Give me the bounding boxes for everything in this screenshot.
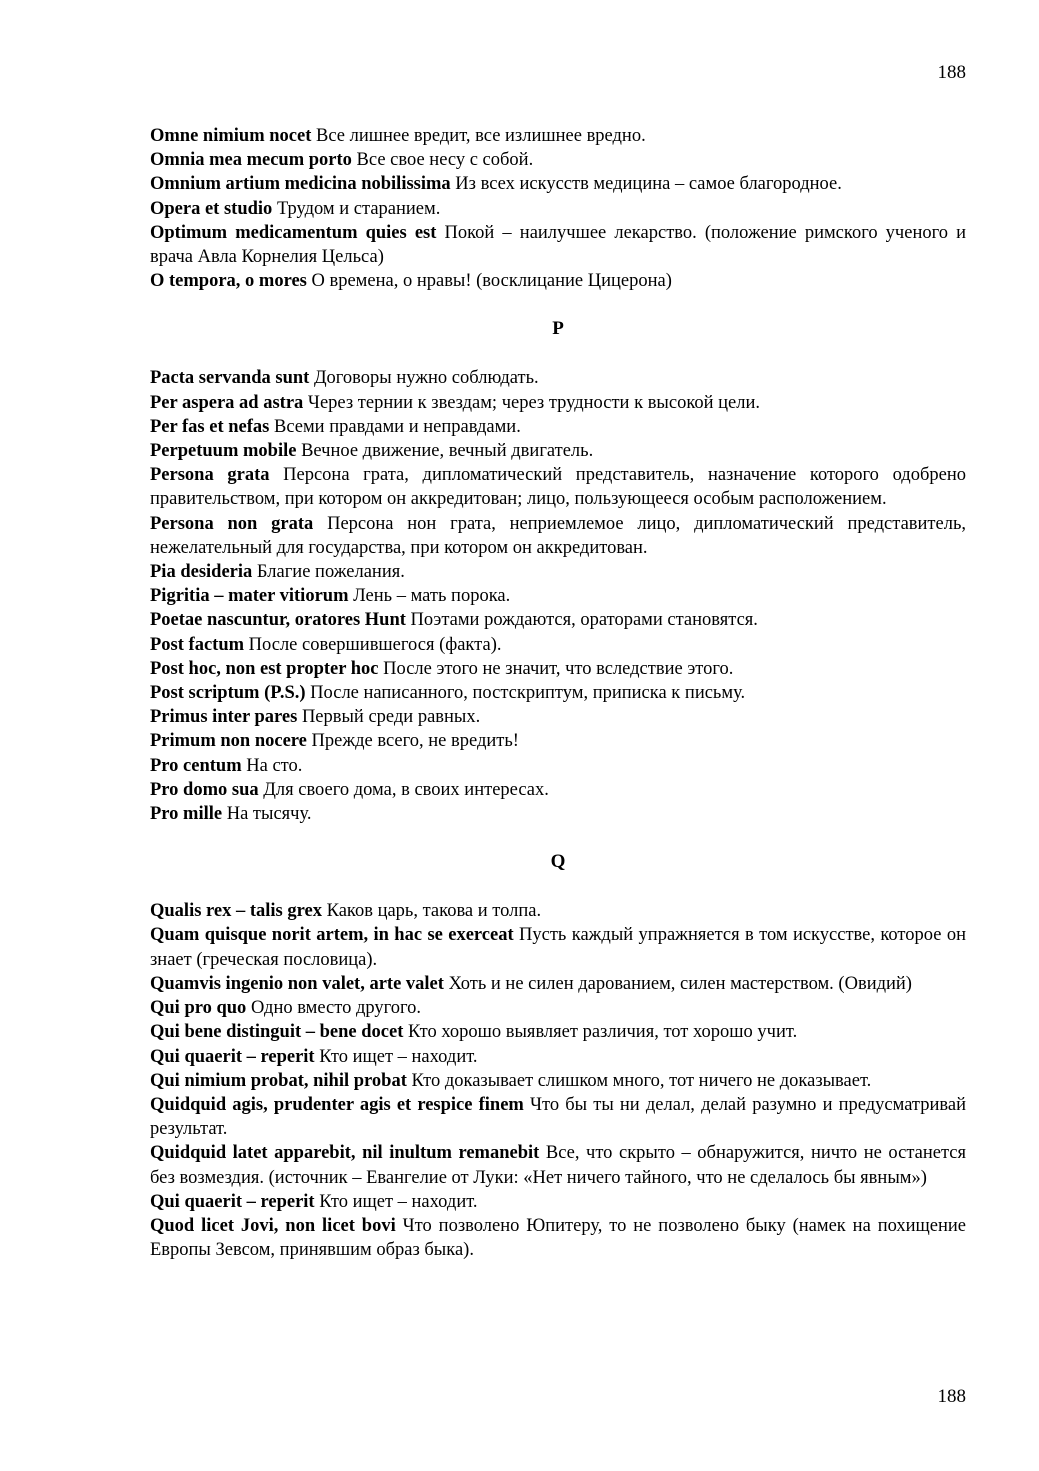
dictionary-entry [150,1214,966,1262]
entry-translation: Персона грата, дипломатический представитель, назначение которого одобрено правительством, при котором он аккредитован; лицо, пользующееся особым расположением. [150,465,966,510]
entry-translation: Кто ищет – находит. [314,1191,478,1212]
entry-latin-term: Poetae nascuntur, oratores Hunt [150,610,406,631]
entry-latin-term: Qui pro quo [150,998,247,1019]
entry-translation: Все свое несу с собой. [351,150,534,171]
entry-translation: Персона нон грата, неприемлемое лицо, дипломатический представитель, нежелательный для государства, при котором он аккредитован. [150,513,967,558]
entry-latin-term: O tempora, o mores [150,271,307,292]
entry-translation: Вечное движение, вечный двигатель. [296,441,594,462]
entry-translation: Все лишнее вредит, все излишнее вредно. [311,126,646,146]
dictionary-entry [150,996,966,1020]
entry-translation: Каков царь, такова и толпа. [321,901,542,922]
entry-latin-term: Quamvis ingenio non valet, arte valet [150,973,444,994]
entry-translation: Что бы ты ни делал, делай разумно и предусматривай результат. [150,1094,966,1140]
dictionary-entry [150,754,966,778]
entry-translation: Для своего дома, в своих интересах. [258,779,549,800]
dictionary-entry [150,923,966,971]
dictionary-entry [150,705,966,729]
entry-latin-term: Omne nimium nocet [150,126,312,146]
dictionary-entry [150,148,966,172]
entry-translation: Из всех искусств медицина – самое благородное. [450,174,842,195]
entry-translation: Все, что скрыто – обнаружится, ничто не останется без возмездия. (источник – Евангелие от Луки: «Нет ничего тайного, что не сделалось бы явным») [150,1143,966,1188]
dictionary-entry [150,391,966,415]
entry-latin-term: Opera et studio [150,198,273,219]
dictionary-entry [150,415,966,439]
entry-translation: О времена, о нравы! (восклицание Цицерона) [306,271,672,292]
section-letter-p: P [552,318,564,340]
entry-latin-term: Quam quisque norit artem, in hac se exerceat [150,925,514,946]
entry-latin-term: Post scriptum (P.S.) [150,683,306,704]
dictionary-entry [150,657,966,681]
dictionary-entry [150,463,966,511]
entry-translation: Всеми правдами и неправдами. [269,416,521,437]
entry-latin-term: Pro domo sua [150,779,259,800]
entry-translation: После этого не значит, что вследствие этого. [378,658,734,679]
entry-latin-term: Pro mille [150,804,223,825]
entry-translation: Первый среди равных. [297,707,481,728]
entry-translation: Что позволено Юпитеру, то не позволено быку (намек на похищение Европы Зевсом, принявшим образ быка). [150,1215,966,1261]
entry-latin-term: Omnium artium medicina nobilissima [150,174,451,195]
dictionary-content [150,124,966,1262]
dictionary-entry [150,1020,966,1044]
entry-latin-term: Qui quaerit – reperit [150,1191,315,1212]
dictionary-entry [150,972,966,996]
dictionary-entry [150,608,966,632]
entry-translation: Кто ищет – находит. [314,1046,478,1067]
entry-translation: Через тернии к звездам; через трудности к высокой цели. [303,392,761,413]
entry-translation: После написанного, постскриптум, приписка к письму. [305,683,746,704]
entry-latin-term: Qui bene distinguit – bene docet [150,1022,404,1043]
dictionary-entry [150,269,966,293]
entry-latin-term: Primum non nocere [150,731,307,752]
entry-latin-term: Persona grata [150,465,270,486]
dictionary-entry [150,1190,966,1214]
entry-latin-term: Post hoc, non est propter hoc [150,658,379,679]
entry-latin-term: Qui quaerit – reperit [150,1046,315,1067]
entry-translation: На тысячу. [222,804,312,825]
entry-translation: Договоры нужно соблюдать. [309,368,539,389]
entry-latin-term: Quod licet Jovi, non licet bovi [150,1215,396,1236]
entry-latin-term: Pacta servanda sunt [150,368,310,389]
dictionary-entry [150,802,966,826]
entry-translation: После совершившегося (факта). [244,634,502,655]
entry-translation: Благие пожелания. [252,562,405,583]
page-number-bottom: 188 [937,1386,966,1407]
entry-translation: Пусть каждый упражняется в том искусстве, которое он знает (греческая пословица). [150,925,966,970]
entry-translation: Кто хорошо выявляет различия, тот хорошо учит. [403,1022,798,1043]
entry-latin-term: Primus inter pares [150,707,298,728]
dictionary-entry [150,1141,966,1189]
entry-latin-term: Per aspera ad astra [150,392,304,413]
section-letter-q: Q [550,851,566,873]
entry-translation: Трудом и старанием. [272,198,441,219]
entry-latin-term: Per fas et nefas [150,416,270,437]
entry-translation: На сто. [241,755,303,776]
dictionary-entry [150,778,966,802]
entry-translation: Лень – мать порока. [348,586,511,607]
entry-translation: Одно вместо другого. [246,998,422,1019]
dictionary-entry [150,439,966,463]
entry-latin-term: Qualis rex – talis grex [150,901,322,922]
dictionary-entry [150,633,966,657]
entry-latin-term: Optimum medicamentum quies est [150,222,437,243]
entry-latin-term: Perpetuum mobile [150,441,297,462]
dictionary-entry [150,681,966,705]
dictionary-entry [150,899,966,923]
entry-latin-term: Pigritia – mater vitiorum [150,586,349,607]
entry-translation: Прежде всего, не вредить! [306,731,519,752]
entry-translation: Хоть и не силен дарованием, силен мастерством. (Овидий) [443,973,912,994]
entry-translation: Поэтами рождаются, ораторами становятся. [405,610,758,631]
dictionary-entry [150,124,966,148]
entry-latin-term: Omnia mea mecum porto [150,150,352,171]
dictionary-entry [150,172,966,196]
dictionary-entry [150,584,966,608]
entry-latin-term: Post factum [150,634,245,655]
page-number-top: 188 [937,62,966,83]
dictionary-entry [150,221,966,269]
entry-latin-term: Quidquid agis, prudenter agis et respice finem [150,1094,524,1115]
entry-latin-term: Quidquid latet apparebit, nil inultum remanebit [150,1143,540,1164]
entry-translation: Покой – наилучшее лекарство. (положение римского ученого и врача Авла Корнелия Цельса) [150,222,966,268]
entry-latin-term: Pro centum [150,755,242,776]
entry-latin-term: Qui nimium probat, nihil probat [150,1070,407,1091]
entry-translation: Кто доказывает слишком много, тот ничего не доказывает. [406,1070,872,1091]
entry-latin-term: Pia desideria [150,562,253,583]
dictionary-entry [150,560,966,584]
dictionary-entry [150,729,966,753]
dictionary-entry [150,1093,966,1141]
dictionary-entry [150,366,966,390]
entry-latin-term: Persona non grata [150,513,314,534]
dictionary-entry [150,512,966,560]
dictionary-entry [150,1045,966,1069]
dictionary-entry [150,197,966,221]
dictionary-entry [150,1069,966,1093]
